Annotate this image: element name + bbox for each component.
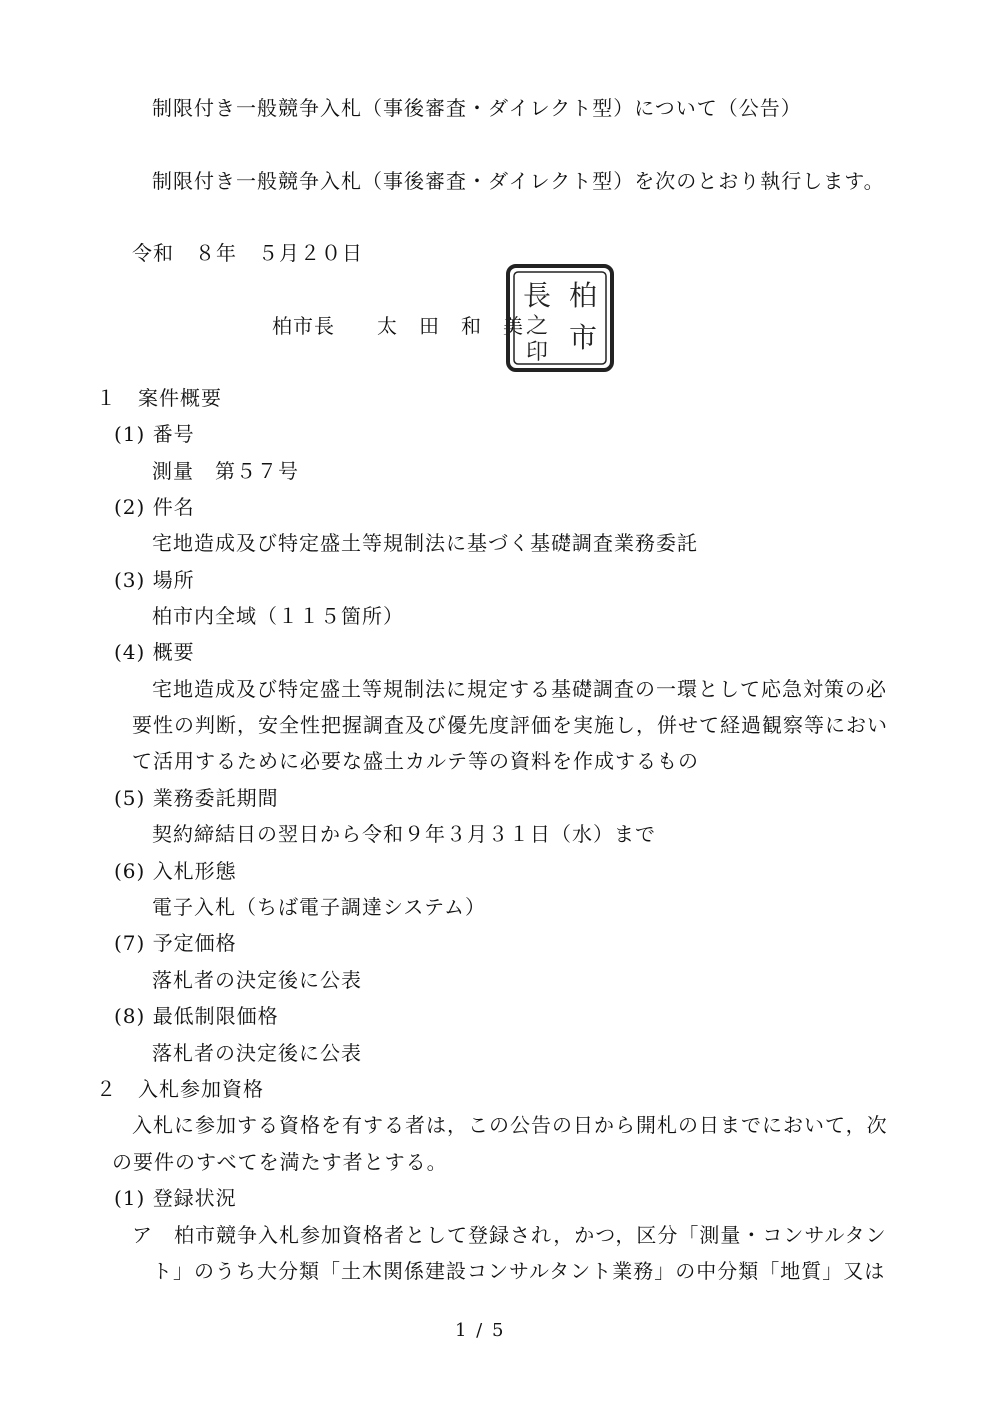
- item-value-location: 柏市内全域（１１５箇所）: [152, 604, 404, 628]
- item-value-summary-line: 宅地造成及び特定盛土等規制法に規定する基礎調査の一環として応急対策の必: [152, 677, 887, 701]
- item-label-period: (5) 業務委託期間: [114, 786, 279, 810]
- item-value-min-price: 落札者の決定後に公表: [152, 1041, 362, 1065]
- notice-date: 令和 ８年 ５月２０日: [132, 241, 363, 265]
- section-1-heading: １ 案件概要: [96, 386, 222, 410]
- official-seal: [505, 263, 615, 373]
- item-label-location: (3) 場所: [114, 568, 195, 592]
- item-value-bid-type: 電子入札（ちば電子調達システム）: [152, 895, 486, 919]
- seal-character: 之: [525, 314, 549, 339]
- item-label-summary: (4) 概要: [114, 640, 195, 664]
- item-label-bid-type: (6) 入札形態: [114, 859, 237, 883]
- item-value-summary-line: て活用するために必要な盛土カルテ等の資料を作成するもの: [132, 749, 699, 773]
- seal-character: 市: [568, 321, 598, 354]
- intro-text: 制限付き一般競争入札（事後審査・ダイレクト型）を次のとおり執行します。: [152, 169, 885, 193]
- item-label-planned-price: (7) 予定価格: [114, 931, 237, 955]
- seal-character: 柏: [568, 279, 598, 312]
- sub-item-a-line: ア 柏市競争入札参加資格者として登録され，かつ，区分「測量・コンサルタン: [132, 1223, 887, 1247]
- section-2-paragraph-line: の要件のすべてを満たす者とする。: [112, 1150, 448, 1174]
- item-value-name: 宅地造成及び特定盛土等規制法に基づく基礎調査業務委託: [152, 531, 698, 555]
- item-label-name: (2) 件名: [114, 495, 195, 519]
- item-label-min-price: (8) 最低制限価格: [114, 1004, 279, 1028]
- item-value-period: 契約締結日の翌日から令和９年３月３１日（水）まで: [152, 822, 656, 846]
- seal-character: 長: [522, 279, 552, 312]
- seal-character: 印: [525, 340, 549, 365]
- section-2-heading: ２ 入札参加資格: [96, 1077, 264, 1101]
- item-value-summary-line: 要性の判断，安全性把握調査及び優先度評価を実施し，併せて経過観察等におい: [132, 713, 888, 737]
- document-title: 制限付き一般競争入札（事後審査・ダイレクト型）について（公告）: [152, 96, 802, 120]
- item-label-number: (1) 番号: [114, 422, 195, 446]
- sub-label-registration: (1) 登録状況: [114, 1186, 237, 1210]
- item-value-number: 測量 第５７号: [152, 459, 299, 483]
- page-number: 1 / 5: [455, 1320, 506, 1341]
- signer: 柏市長 太 田 和 美: [272, 314, 524, 338]
- item-value-planned-price: 落札者の決定後に公表: [152, 968, 362, 992]
- section-2-paragraph-line: 入札に参加する資格を有する者は，この公告の日から開札の日までにおいて，次: [132, 1113, 888, 1137]
- sub-item-a-line: ト」のうち大分類「土木関係建設コンサルタント業務」の中分類「地質」又は: [152, 1259, 886, 1283]
